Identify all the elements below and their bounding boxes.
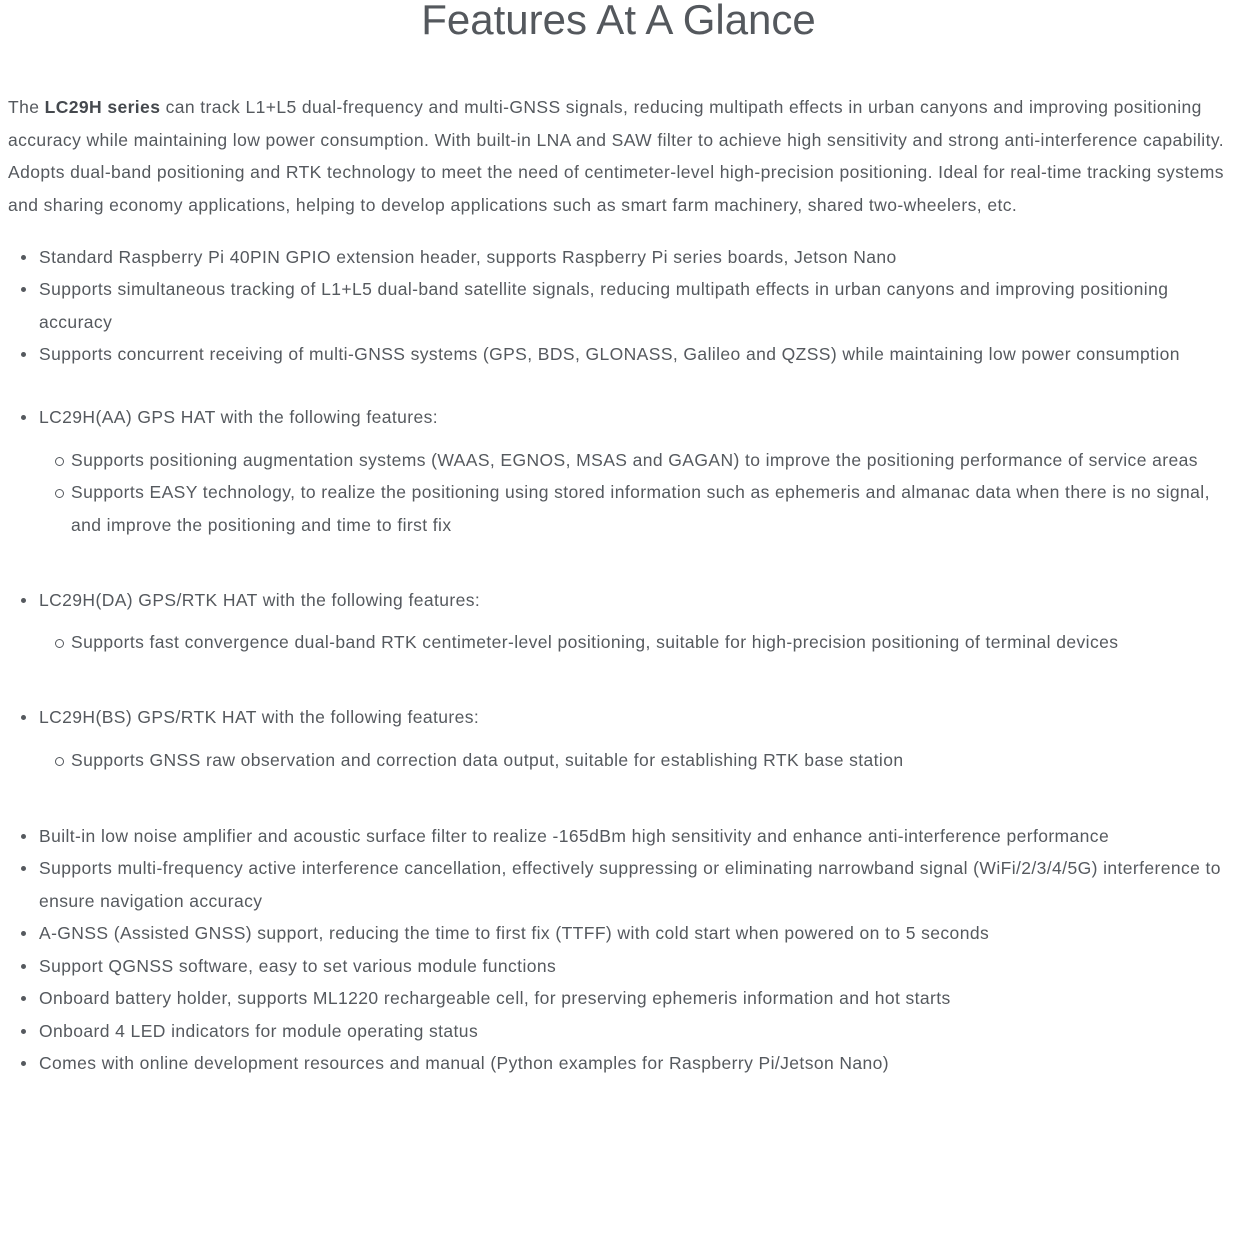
feature-item <box>8 852 1229 917</box>
feature-list-hardware <box>8 820 1229 1080</box>
feature-item <box>8 701 1229 776</box>
subfeature-item <box>39 744 1229 777</box>
intro-text-prefix: The <box>8 97 45 117</box>
feature-item-text: A-GNSS (Assisted GNSS) support, reducing the time to first fix (TTFF) with cold start when powered on to 5 seconds <box>39 923 990 943</box>
feature-list-lc29h-aa <box>8 401 1229 541</box>
feature-item-text: Supports multi-frequency active interference cancellation, effectively suppressing or eliminating narrowband signal (WiFi/2/3/4/5G) interference to ensure navigation accuracy <box>39 858 1221 911</box>
feature-item-text: Supports simultaneous tracking of L1+L5 dual-band satellite signals, reducing multipath effects in urban canyons and improving positioning accuracy <box>39 279 1169 332</box>
page-title: Features At A Glance <box>421 0 816 43</box>
feature-item-text: Comes with online development resources and manual (Python examples for Raspberry Pi/Jetson Nano) <box>39 1053 890 1073</box>
feature-group-header: LC29H(DA) GPS/RTK HAT with the following features: <box>39 589 481 610</box>
feature-item-text: Built-in low noise amplifier and acoustic surface filter to realize -165dBm high sensitivity and enhance anti-interference performance <box>39 825 1110 846</box>
feature-item <box>8 338 1229 371</box>
intro-text-rest: can track L1+L5 dual-frequency and multi-GNSS signals, reducing multipath effects in urban canyons and improving positioning accuracy while maintaining low power consumption. With built-in LNA and SAW filter to achieve high sensitivity and strong anti-interference capability. Adopts dual-band positioning and RTK technology to meet the need of centimeter-level high-precision positioning. Ideal for real-time tracking systems and sharing economy applications, helping to develop applications such as smart farm machinery, shared two-wheelers, etc. <box>8 97 1224 215</box>
intro-paragraph <box>8 91 1229 221</box>
feature-item <box>8 917 1229 950</box>
feature-list-lc29h-da <box>8 584 1229 659</box>
feature-group-header: LC29H(AA) GPS HAT with the following features: <box>39 407 439 427</box>
intro-product-name: LC29H series <box>44 97 161 117</box>
feature-item-text: Onboard battery holder, supports ML1220 rechargeable cell, for preserving ephemeris information and hot starts <box>39 988 951 1008</box>
feature-item-text: Supports concurrent receiving of multi-GNSS systems (GPS, BDS, GLONASS, Galileo and QZSS) while maintaining low power consumption <box>39 344 1180 364</box>
subfeature-item-text: Supports EASY technology, to realize the positioning using stored information such as ephemeris and almanac data when there is no signal, and improve the positioning and time to first fix <box>71 482 1210 535</box>
subfeature-item-text: Supports GNSS raw observation and correction data output, suitable for establishing RTK base station <box>71 749 904 770</box>
subfeature-item <box>39 476 1229 541</box>
feature-item <box>8 982 1229 1015</box>
feature-item <box>8 1015 1229 1048</box>
subfeature-item <box>39 444 1229 477</box>
feature-item <box>8 950 1229 983</box>
feature-item <box>8 273 1229 338</box>
feature-list-lc29h-bs <box>8 701 1229 776</box>
feature-item <box>8 401 1229 541</box>
feature-item <box>8 1047 1229 1080</box>
subfeature-list <box>39 626 1229 659</box>
subfeature-list <box>39 444 1229 542</box>
subfeature-list <box>39 744 1229 777</box>
subfeature-item-text: Supports fast convergence dual-band RTK centimeter-level positioning, suitable for high-precision positioning of terminal devices <box>71 632 1119 652</box>
subfeature-item-text: Supports positioning augmentation systems (WAAS, EGNOS, MSAS and GAGAN) to improve the positioning performance of service areas <box>71 449 1198 470</box>
feature-item-text: Onboard 4 LED indicators for module operating status <box>39 1020 479 1041</box>
feature-item-text: Support QGNSS software, easy to set various module functions <box>39 955 557 976</box>
feature-item-text: Standard Raspberry Pi 40PIN GPIO extension header, supports Raspberry Pi series boards, Jetson Nano <box>39 246 897 267</box>
feature-item <box>8 584 1229 659</box>
feature-group-header: LC29H(BS) GPS/RTK HAT with the following features: <box>39 707 480 727</box>
feature-list-general <box>8 241 1229 371</box>
feature-item <box>8 241 1229 274</box>
feature-item <box>8 820 1229 853</box>
subfeature-item <box>39 626 1229 659</box>
